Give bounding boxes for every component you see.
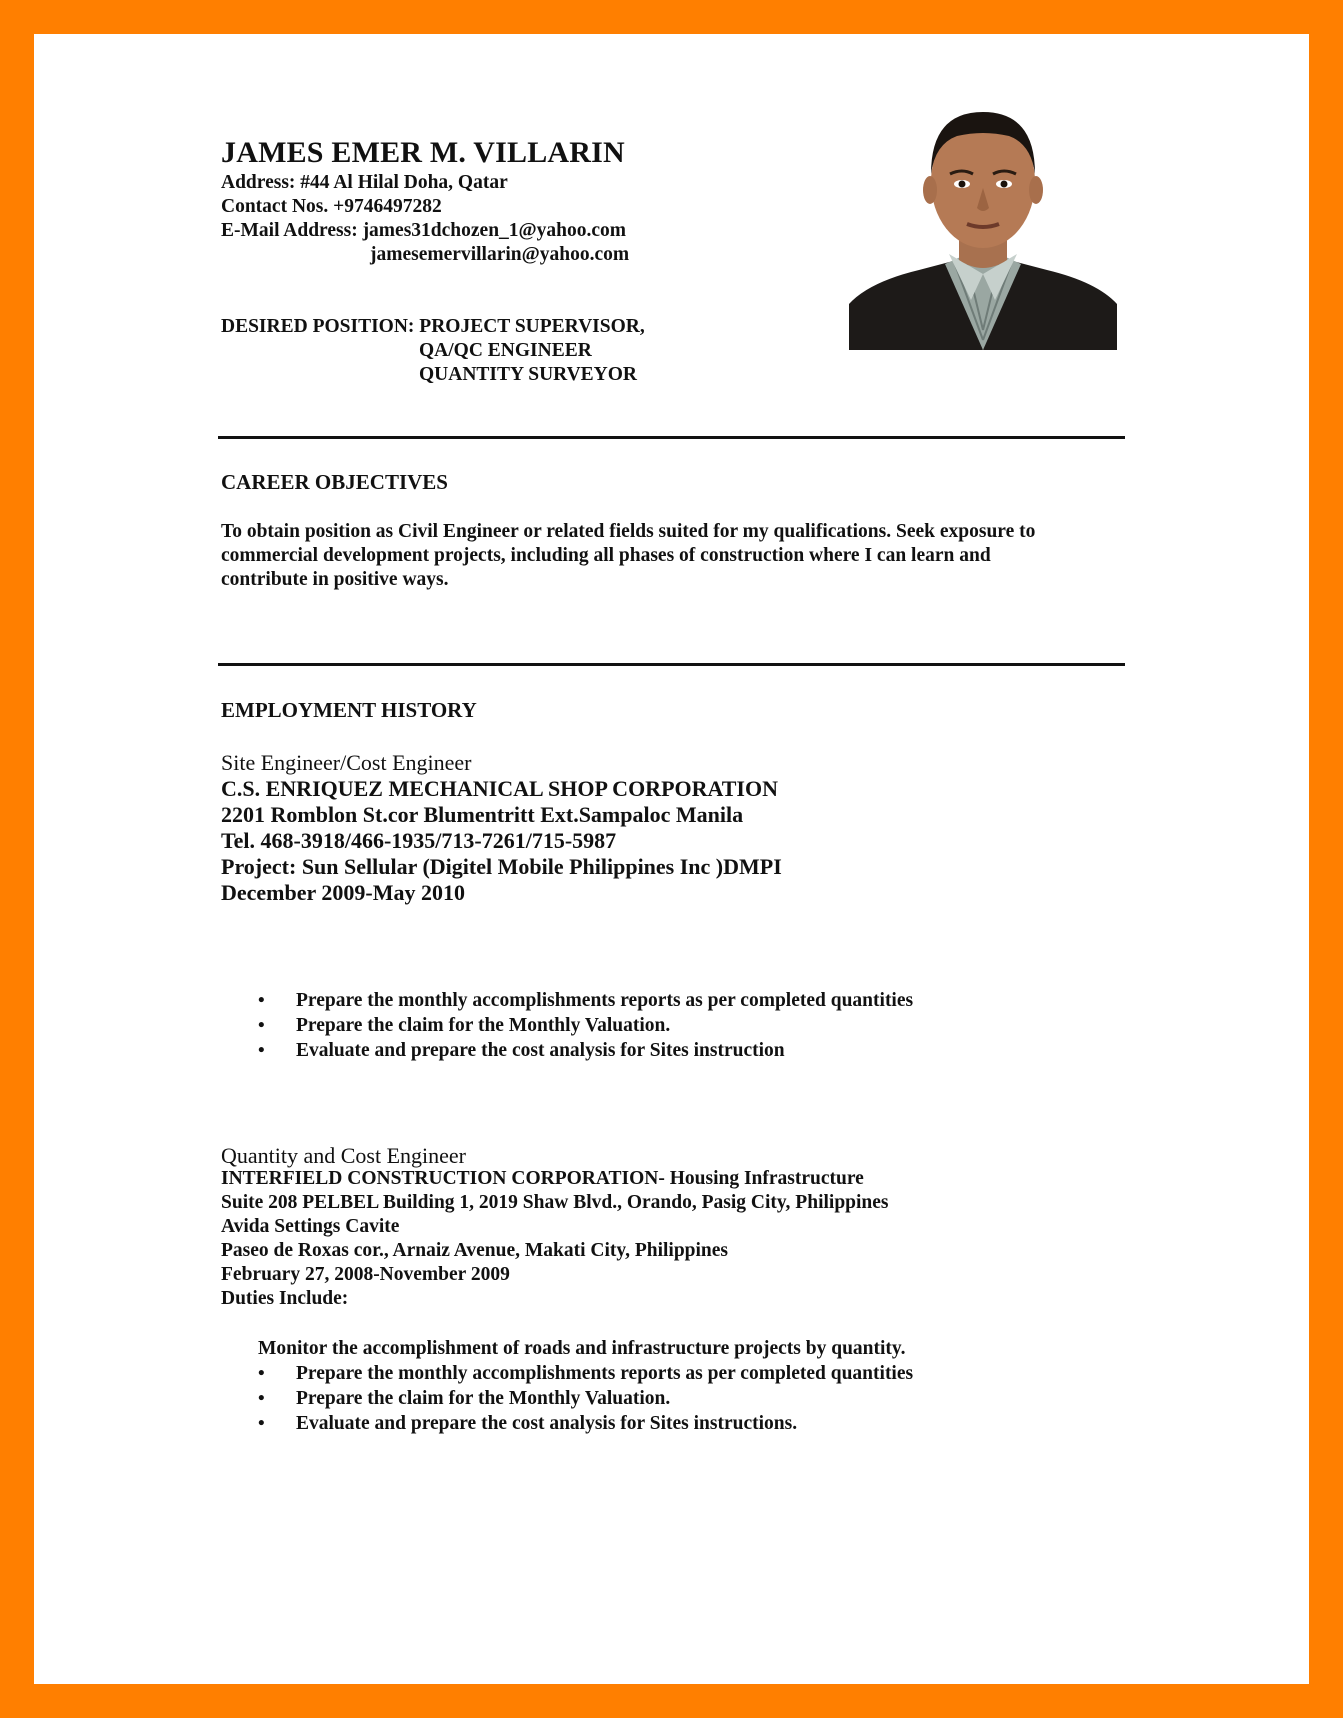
job2-duties-intro: Monitor the accomplishment of roads and infrastructure projects by quantity. — [258, 1338, 906, 1359]
job2-bullet-3: Evaluate and prepare the cost analysis for Sites instructions. — [296, 1413, 798, 1434]
desired-position-line-3: QUANTITY SURVEYOR — [419, 364, 637, 385]
desired-position-line-2: QA/QC ENGINEER — [419, 340, 592, 361]
job1-address: 2201 Romblon St.cor Blumentritt Ext.Sampaloc Manila — [221, 802, 744, 827]
job2-bullet-1: Prepare the monthly accomplishments reports as per completed quantities — [296, 1363, 914, 1384]
bullet-marker: • — [258, 1388, 265, 1409]
job1-tel: Tel. 468-3918/466-1935/713-7261/715-5987 — [221, 828, 617, 853]
bullet-marker: • — [258, 1363, 265, 1384]
bullet-marker: • — [258, 1040, 265, 1061]
job2-project: Avida Settings Cavite — [221, 1216, 400, 1237]
job1-dates: December 2009-May 2010 — [221, 880, 465, 905]
bullet-marker: • — [258, 1413, 265, 1434]
email-line: E-Mail Address: james31dchozen_1@yahoo.com — [221, 220, 627, 241]
job2-company: INTERFIELD CONSTRUCTION CORPORATION- Housing Infrastructure — [221, 1168, 864, 1189]
employment-history-heading: EMPLOYMENT HISTORY — [221, 698, 477, 722]
job1-bullet-2: Prepare the claim for the Monthly Valuation. — [296, 1015, 671, 1036]
career-objectives-heading: CAREER OBJECTIVES — [221, 470, 448, 494]
applicant-photo — [849, 104, 1117, 350]
job2-address: Suite 208 PELBEL Building 1, 2019 Shaw Blvd., Orando, Pasig City, Philippines — [221, 1192, 889, 1213]
contact-line: Contact Nos. +9746497282 — [221, 196, 442, 217]
bullet-marker: • — [258, 990, 265, 1011]
objective-line-1: To obtain position as Civil Engineer or related fields suited for my qualifications. Seek exposure to — [221, 521, 1036, 542]
bullet-marker: • — [258, 1015, 265, 1036]
job2-title: Quantity and Cost Engineer — [221, 1143, 467, 1168]
applicant-name: JAMES EMER M. VILLARIN — [221, 136, 625, 169]
job2-bullet-2: Prepare the claim for the Monthly Valuation. — [296, 1388, 671, 1409]
job2-dates: February 27, 2008-November 2009 — [221, 1264, 510, 1285]
address-line: Address: #44 Al Hilal Doha, Qatar — [221, 172, 508, 193]
section-divider-1 — [218, 436, 1125, 439]
job1-company: C.S. ENRIQUEZ MECHANICAL SHOP CORPORATION — [221, 776, 778, 801]
job1-title: Site Engineer/Cost Engineer — [221, 750, 472, 775]
objective-line-3: contribute in positive ways. — [221, 569, 449, 590]
desired-position-line-1: DESIRED POSITION: PROJECT SUPERVISOR, — [221, 316, 645, 337]
job2-project-address: Paseo de Roxas cor., Arnaiz Avenue, Makati City, Philippines — [221, 1240, 729, 1261]
email-secondary: jamesemervillarin@yahoo.com — [370, 244, 630, 265]
job1-project: Project: Sun Sellular (Digitel Mobile Philippines Inc )DMPI — [221, 854, 782, 879]
objective-line-2: commercial development projects, including all phases of construction where I can learn and — [221, 545, 991, 566]
job1-bullet-1: Prepare the monthly accomplishments reports as per completed quantities — [296, 990, 914, 1011]
section-divider-2 — [218, 663, 1125, 666]
job1-bullet-3: Evaluate and prepare the cost analysis for Sites instruction — [296, 1040, 785, 1061]
job2-duties-label: Duties Include: — [221, 1288, 349, 1309]
